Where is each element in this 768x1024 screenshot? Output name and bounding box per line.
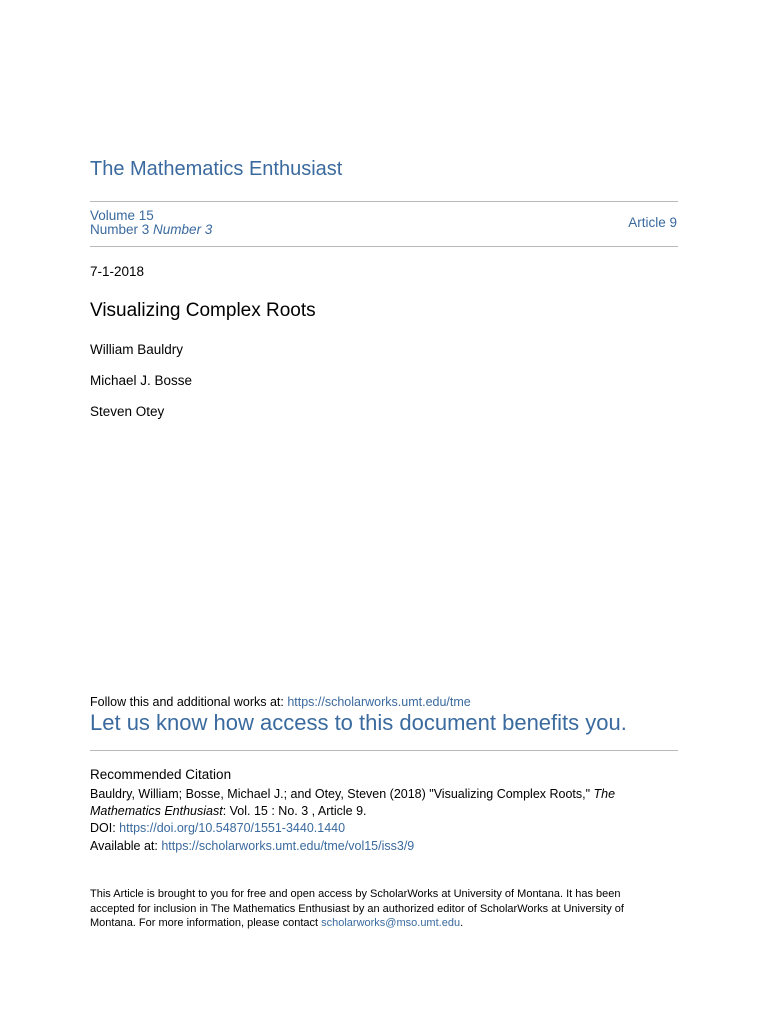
article-title: Visualizing Complex Roots — [90, 300, 316, 321]
citation-volume: : Vol. 15 : No. 3 , Article 9. — [222, 804, 367, 819]
divider-middle — [90, 246, 678, 247]
notice-text: This Article is brought to you for free and open access by ScholarWorks at University of Montana. It has been accepted for inclusion in The Mathematics Enthusiast by an authorized editor of ScholarWorks at University of Montana. For more information, please contact — [90, 888, 624, 929]
volume-link[interactable]: Volume 15 — [90, 208, 154, 223]
citation-journal: The Mathematics Enthusiast — [90, 787, 616, 819]
number-link[interactable]: Number 3 — [90, 222, 150, 237]
notice-end: . — [460, 917, 464, 929]
article-number-link[interactable]: Article 9 — [628, 215, 677, 230]
volume-issue-block — [90, 209, 212, 237]
contact-email-link[interactable]: scholarworks@mso.umt.edu — [321, 917, 461, 929]
author-name: Steven Otey — [90, 404, 165, 419]
follow-line — [90, 695, 471, 709]
follow-prefix: Follow this and additional works at: — [90, 695, 288, 709]
access-notice — [90, 887, 660, 931]
citation-heading: Recommended Citation — [90, 767, 232, 782]
divider-top — [90, 201, 678, 202]
journal-title-link[interactable]: The Mathematics Enthusiast — [90, 158, 343, 180]
doi-link[interactable]: https://doi.org/10.54870/1551-3440.1440 — [119, 821, 346, 836]
author-name: William Bauldry — [90, 342, 184, 357]
citation-block — [90, 786, 650, 855]
divider-bottom — [90, 750, 678, 751]
follow-url-link[interactable]: https://scholarworks.umt.edu/tme — [287, 695, 471, 709]
available-at-link[interactable]: https://scholarworks.umt.edu/tme/vol15/iss3/9 — [161, 838, 415, 853]
author-name: Michael J. Bosse — [90, 373, 193, 388]
citation-text: Bauldry, William; Bosse, Michael J.; and Otey, Steven (2018) "Visualizing Complex Roots," — [90, 787, 594, 801]
publication-date: 7-1-2018 — [90, 264, 145, 279]
number-italic-label: Number 3 — [153, 222, 213, 237]
available-label: Available at: — [90, 838, 162, 853]
doi-label: DOI: — [90, 821, 120, 836]
benefits-feedback-link[interactable]: Let us know how access to this document benefits you. — [90, 710, 627, 735]
